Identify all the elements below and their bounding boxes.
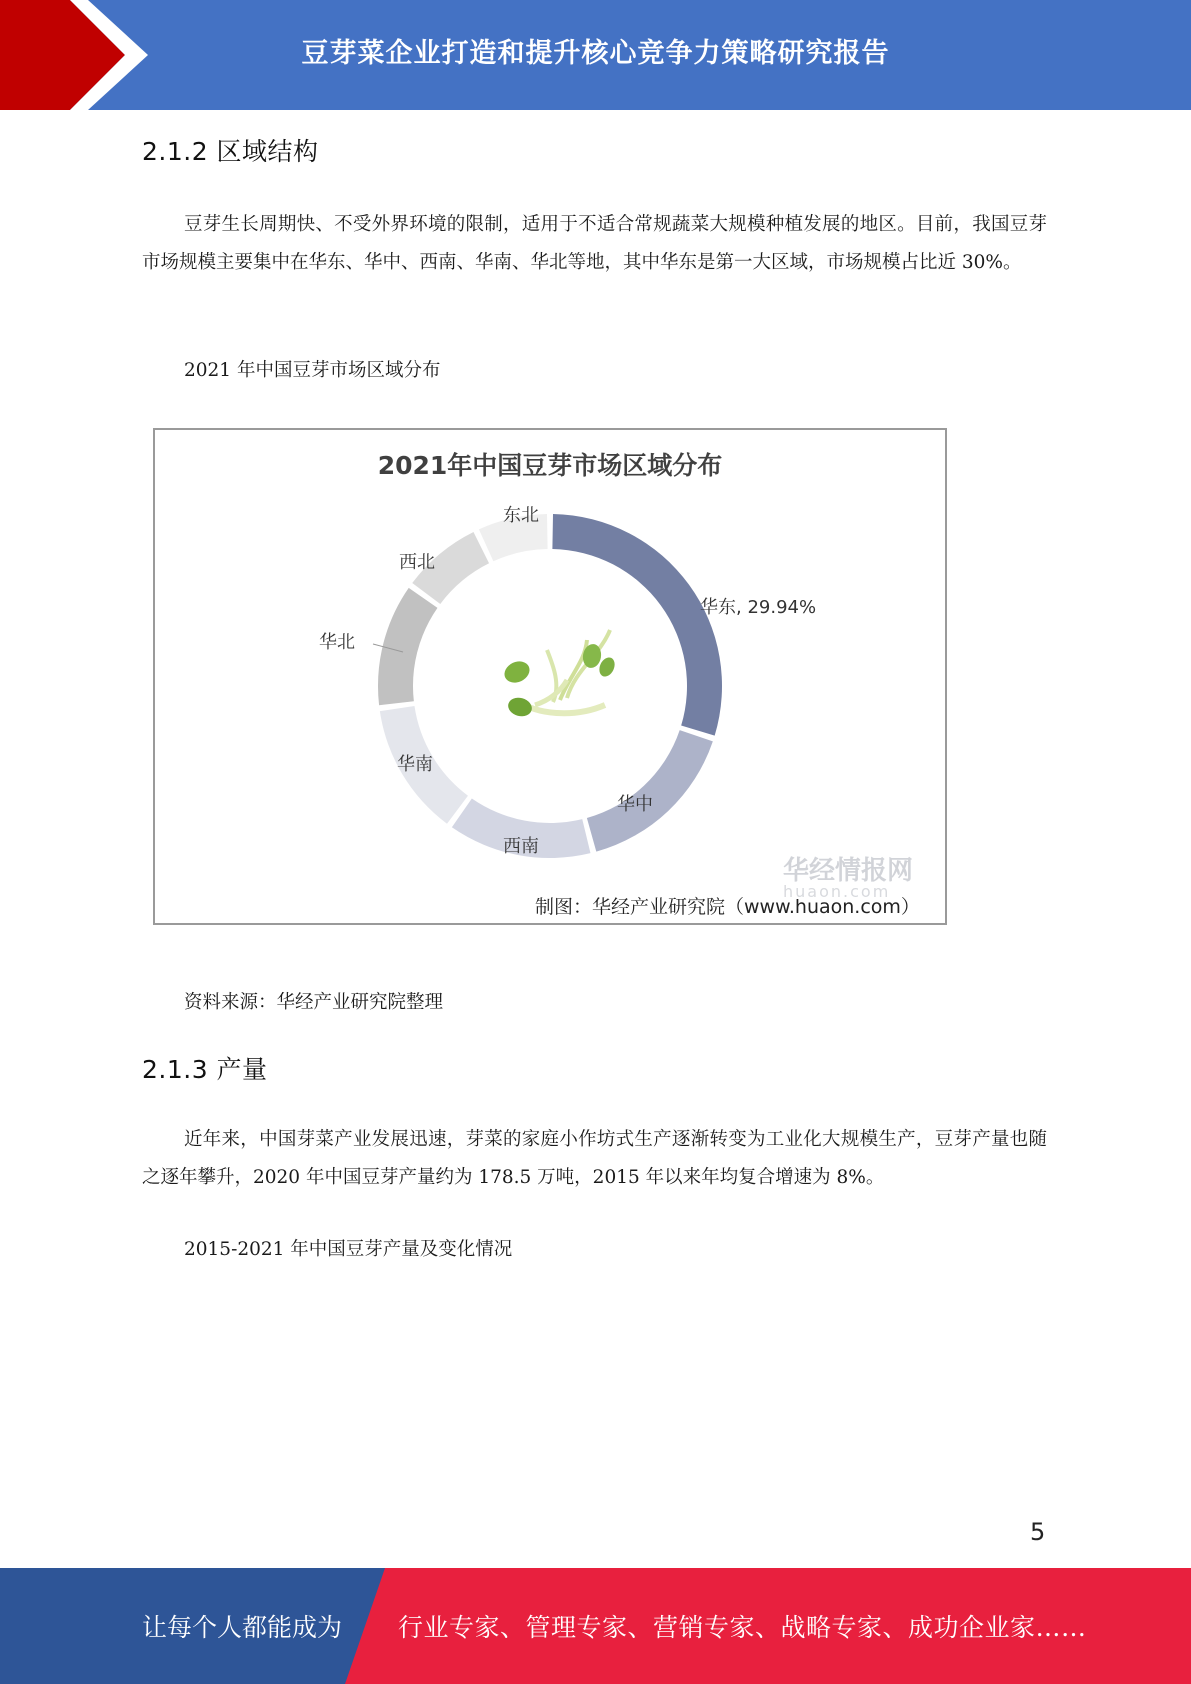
donut-slice-5: [378, 588, 437, 705]
report-title: 豆芽菜企业打造和提升核心竞争力策略研究报告: [301, 37, 890, 69]
watermark-sub: huaon.com: [783, 882, 891, 901]
slice-label-7: 东北: [503, 505, 539, 526]
section-heading-output: 2.1.3 产量: [142, 1055, 268, 1084]
slice-label-1: 华东, 29.94%: [700, 597, 817, 618]
page-header: [0, 0, 1191, 110]
footer-slogan-left: 让每个人都能成为: [142, 1613, 343, 1642]
slice-label-4: 华南: [397, 754, 433, 775]
footer-slogan-right: 行业专家、管理专家、营销专家、战略专家、成功企业家……: [398, 1613, 1087, 1642]
slice-label-6: 西北: [399, 552, 435, 573]
sprout-logo-icon: [501, 630, 618, 719]
section-heading-regional: 2.1.2 区域结构: [142, 137, 319, 166]
source-note: 资料来源：华经产业研究院整理: [184, 992, 444, 1013]
chart-title: 2021年中国豆芽市场区域分布: [377, 451, 723, 480]
donut-chart: [153, 428, 947, 925]
slice-label-5: 华北: [319, 632, 355, 653]
page-footer: [0, 1568, 1191, 1684]
donut-slice-1: [552, 514, 722, 736]
figure-caption-regional: 2021 年中国豆芽市场区域分布: [184, 360, 441, 381]
slice-label-3: 西南: [503, 836, 539, 857]
output-paragraph: 近年来，中国芽菜产业发展迅速，芽菜的家庭小作坊式生产逐渐转变为工业化大规模生产，豆芽产量也随之逐年攀升，2020 年中国豆芽产量约为 178.5 万吨，2015 年以来年均复合增速为 8%。: [142, 1129, 1047, 1188]
regional-paragraph: 豆芽生长周期快、不受外界环境的限制，适用于不适合常规蔬菜大规模种植发展的地区。目前，我国豆芽市场规模主要集中在华东、华中、西南、华南、华北等地，其中华东是第一大区域，市场规模占比近 30%。: [142, 214, 1047, 273]
page-number: 5: [1030, 1518, 1046, 1546]
donut-slice-2: [587, 730, 713, 852]
figure-caption-output: 2015-2021 年中国豆芽产量及变化情况: [184, 1239, 513, 1260]
watermark-logo: 华经情报网: [783, 856, 914, 886]
slice-label-2: 华中: [617, 794, 653, 815]
chart-credit: 制图：华经产业研究院（www.huaon.com）: [535, 896, 920, 918]
